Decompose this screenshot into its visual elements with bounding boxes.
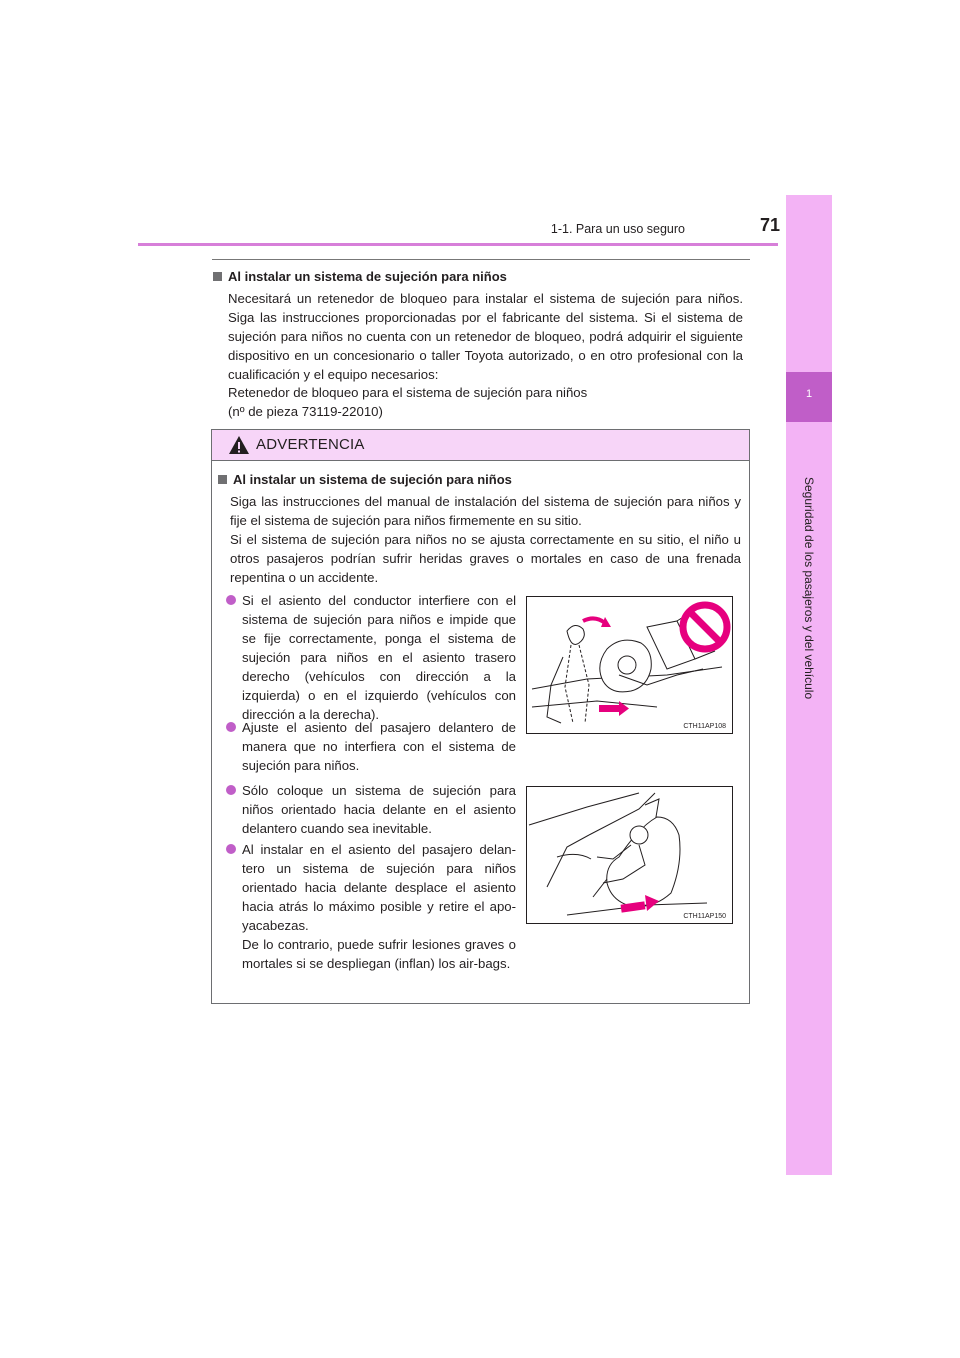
side-tab-label-text: Seguridad de los pasajeros y del vehículo: [802, 476, 816, 700]
bullet-dot-icon: [226, 722, 236, 732]
side-tab-chapter-number: 1: [805, 388, 813, 400]
warning-bullet-text: Ajuste el asiento del pasajero delantero de manera que no interfiera con el sistema de sujeción para niños.: [242, 720, 516, 773]
warning-paragraph: [230, 492, 741, 587]
figure-code: CTH11AP150: [683, 913, 726, 920]
section-rule: [212, 259, 750, 260]
warning-bullet-text: Si el asiento del conductor interfiere con el sistema de sujeción para niños e impide que se fije correctamente, ponga el sistema de sujeción para niños en el asiento trasero derecho (vehículos con dirección a la izquierda) o en el izquierdo (vehículos con dirección a la derecha).: [242, 593, 516, 722]
page-number: 71: [759, 215, 780, 235]
bullet-dot-icon: [226, 844, 236, 854]
warning-heading-text: Al instalar un sistema de sujeción para niños: [233, 472, 512, 487]
warning-bullet-text: Al instalar en el asiento del pasajero delan-tero un sistema de sujeción para niños orientado hacia delante desplace el asiento hacia atrás lo máximo posible y retire el apo-yacabezas.: [242, 842, 516, 933]
bullet-dot-icon: [226, 785, 236, 795]
bullet-dot-icon: [226, 595, 236, 605]
part-number-line1: Retenedor de bloqueo para el sistema de sujeción para niños: [228, 385, 588, 400]
forward-facing-child-seat-illustration: [527, 787, 732, 923]
car-seat-interference-illustration: [527, 597, 732, 733]
warning-title: ADVERTENCIA: [256, 436, 365, 453]
warning-triangle-icon: [228, 435, 250, 455]
illustration-driver-seat-interference: [526, 596, 733, 734]
chapter-title: 1-1. Para un uso seguro: [550, 222, 685, 236]
section-heading: [213, 269, 507, 284]
warning-bullet: [226, 591, 516, 724]
warning-heading: [218, 472, 512, 487]
square-bullet-icon: [213, 272, 222, 281]
warning-bullet-extra-text: De lo contrario, puede sufrir lesiones graves o mortales si se despliegan (inflan) los air-bags.: [242, 937, 516, 971]
warning-paragraph-line2: Si el sistema de sujeción para niños no se ajusta correctamente en su sitio, el niño u otros pasajeros podrían sufrir heridas graves o mortales en caso de una frenada repentina o un accidente.: [230, 532, 741, 585]
part-number-paragraph: [228, 383, 743, 421]
section-heading-text: Al instalar un sistema de sujeción para niños: [228, 269, 507, 284]
section-paragraph: Necesitará un retenedor de bloqueo para instalar el sistema de sujeción para niños. Siga las instrucciones proporcionadas por el fabricante del sistema. Si el sistema de sujeción para niños no cuenta con un retenedor de bloqueo, podrá adquirir el siguiente dispositivo en un concesionario o taller Toyota autorizado, o en otro profesional con la cualificación y el equipo necesarios:: [228, 291, 743, 382]
warning-bullet: [226, 718, 516, 775]
warning-bullet: [226, 781, 516, 838]
header-rule: [138, 243, 778, 246]
side-tab-label: [786, 438, 832, 738]
figure-code: CTH11AP108: [683, 723, 726, 730]
warning-paragraph-line1: Siga las instrucciones del manual de instalación del sistema de sujeción para niños y fije el sistema de sujeción para niños firmemente en su sitio.: [230, 494, 741, 528]
square-bullet-icon: [218, 475, 227, 484]
warning-bullet-text: Sólo coloque un sistema de sujeción para niños orientado hacia delante en el asiento delantero cuando sea inevitable.: [242, 783, 516, 836]
illustration-forward-facing-child-seat: [526, 786, 733, 924]
warning-bullet: [226, 840, 516, 973]
part-number-line2: (nº de pieza 73119-22010): [228, 404, 383, 419]
